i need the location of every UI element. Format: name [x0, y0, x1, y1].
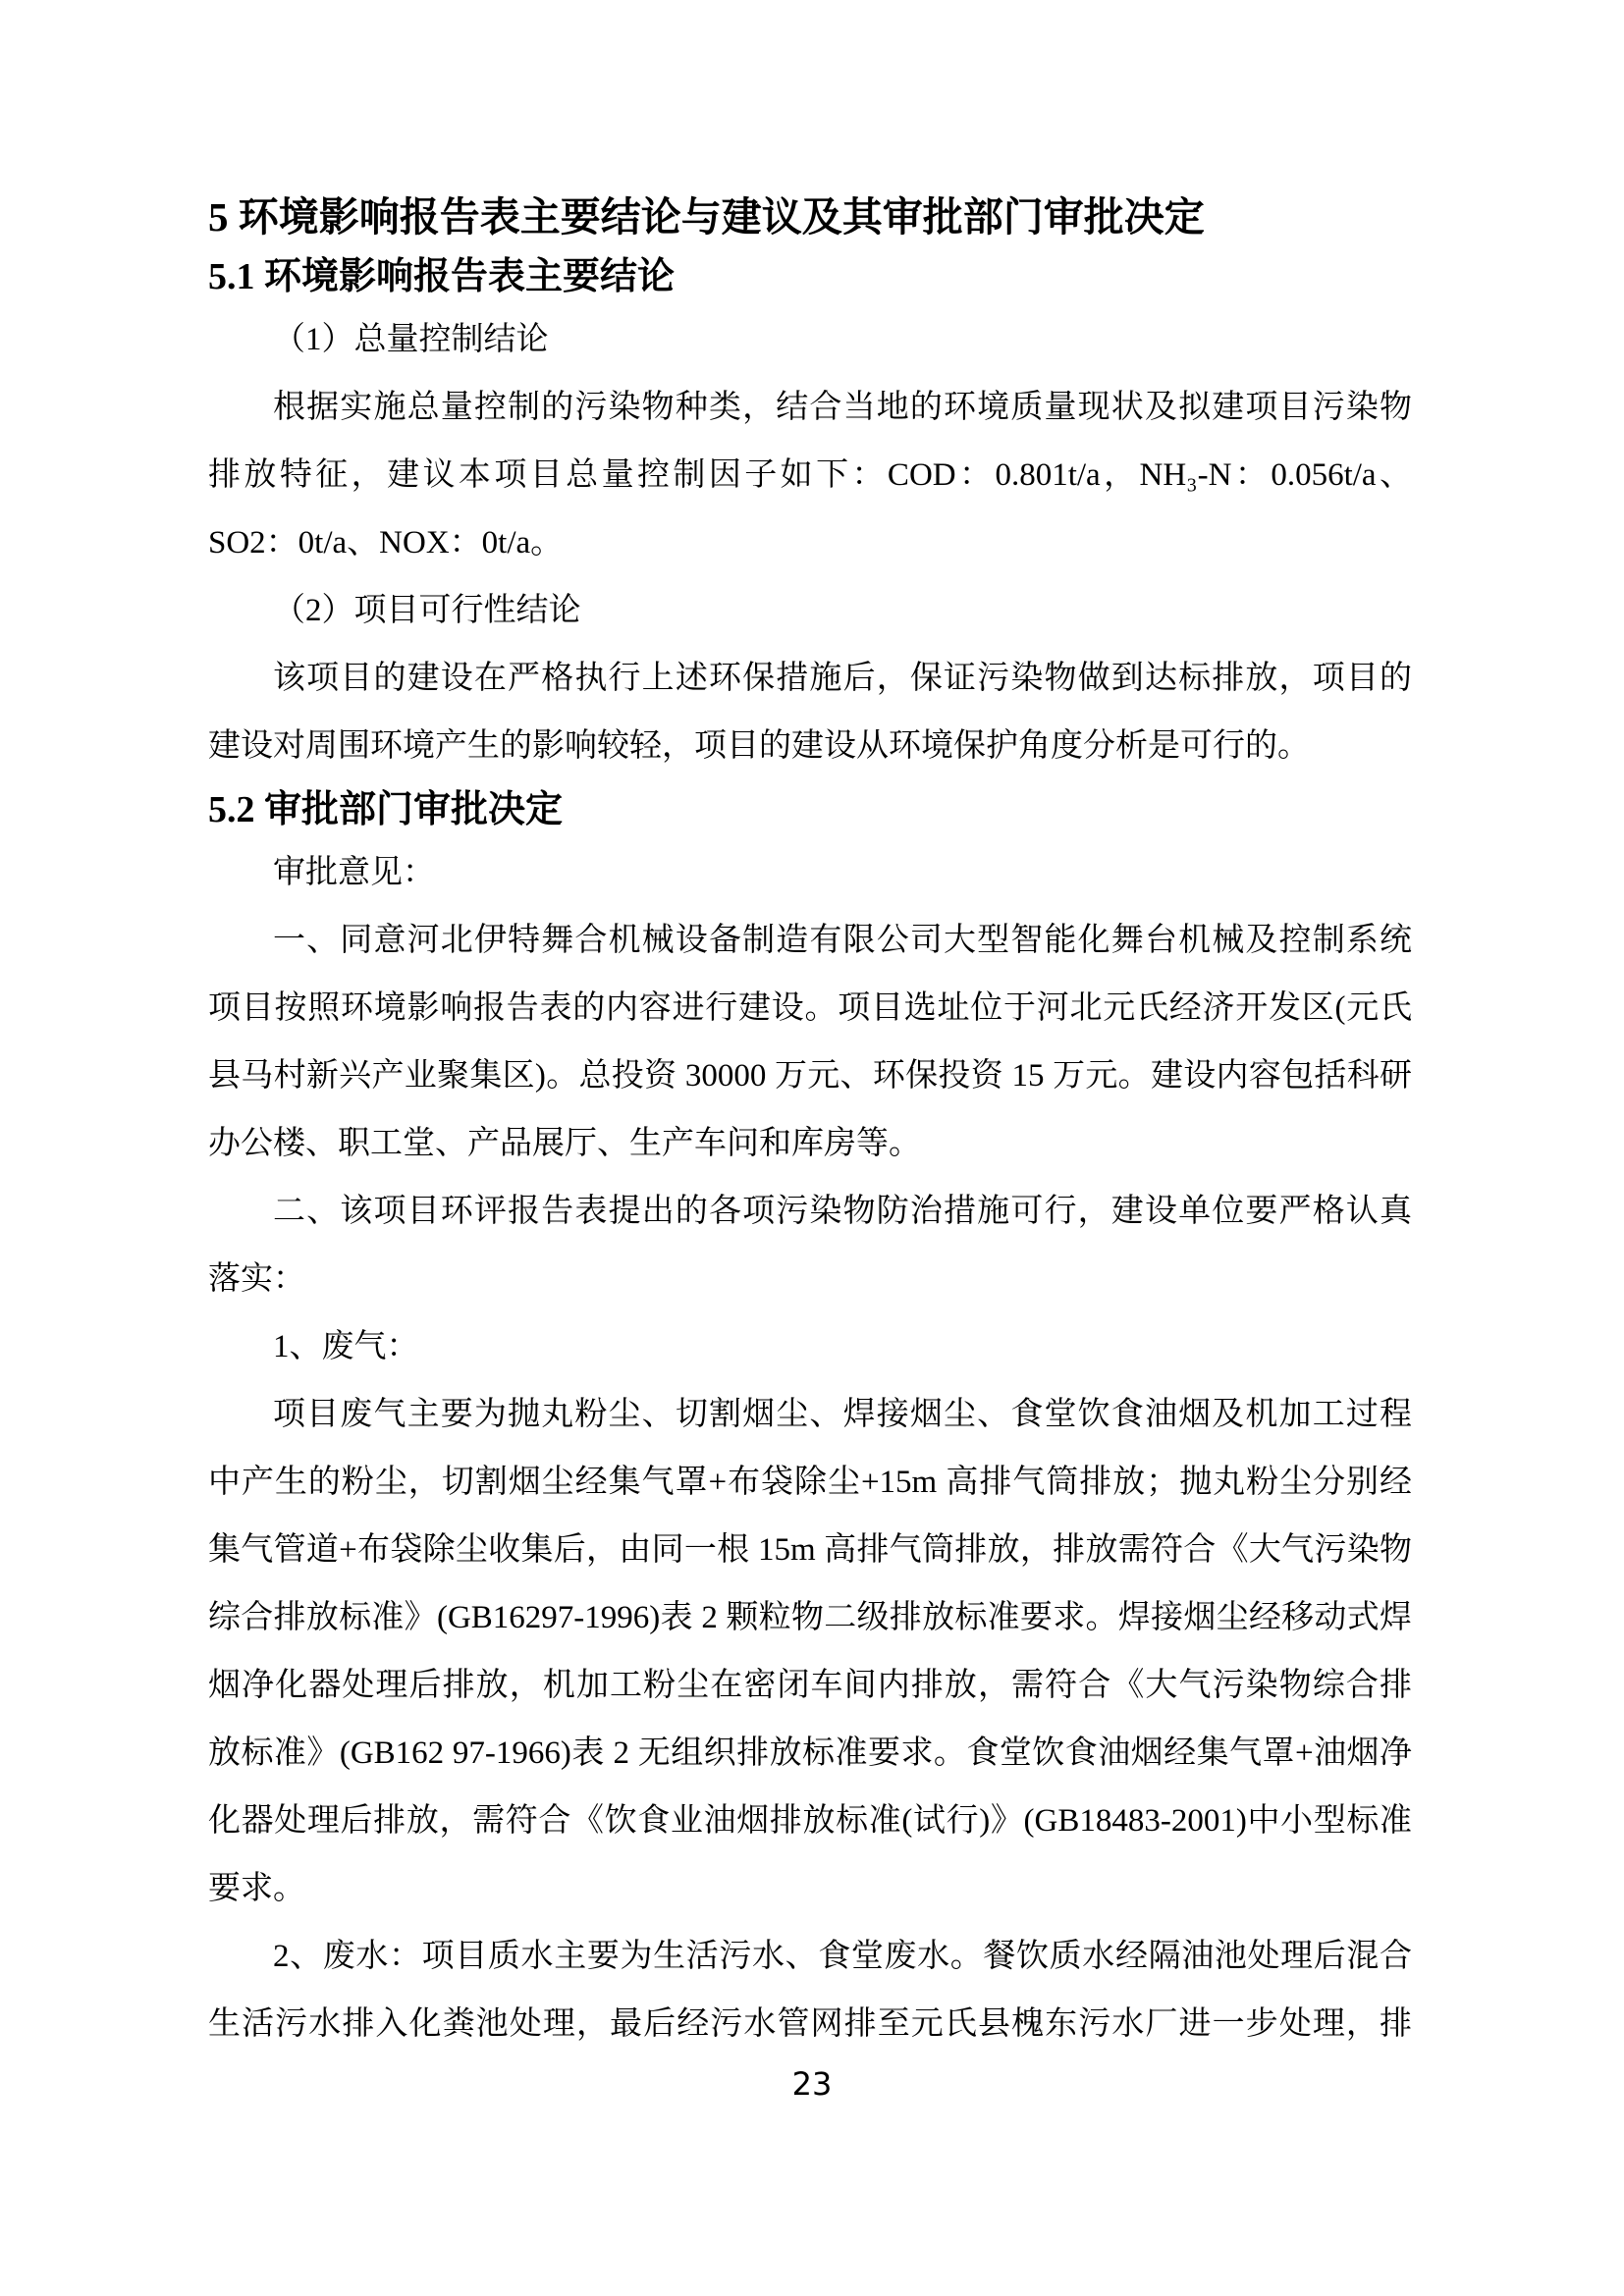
subsection-heading: 5.2 审批部门审批决定: [208, 789, 564, 830]
text-line: 根据实施总量控制的污染物种类，结合当地的环境质量现状及拟建项目污染物: [273, 390, 1412, 425]
text-line: （2）项目可行性结论: [273, 593, 581, 628]
text-line: 1、废气：: [273, 1329, 419, 1364]
section-heading: 5 环境影响报告表主要结论与建议及其审批部门审批决定: [208, 194, 1205, 240]
text-line: 2、废水：项目质水主要为生活污水、食堂废水。餐饮质水经隔油池处理后混合: [273, 1939, 1412, 1974]
text-line: 办公楼、职工堂、产品展厅、生产车问和库房等。: [208, 1126, 921, 1161]
text-line: SO2：0t/a、NOX：0t/a。: [208, 525, 564, 561]
text-line: 集气管道+布袋除尘收集后，由同一根 15m 高排气筒排放，排放需符合《大气污染物: [208, 1532, 1412, 1568]
subsection-heading: 5.1 环境影响报告表主要结论: [208, 256, 676, 297]
text-line: 县马村新兴产业聚集区)。总投资 30000 万元、环保投资 15 万元。建设内容包括科研: [208, 1058, 1412, 1094]
text-line: （1）总量控制结论: [273, 322, 549, 357]
page-number: 23: [791, 2065, 833, 2103]
text-line: 化器处理后排放，需符合《饮食业油烟排放标准(试行)》(GB18483-2001)中小型标准: [208, 1803, 1412, 1839]
text-line: 项目按照环境影响报告表的内容进行建设。项目选址位于河北元氏经济开发区(元氏: [208, 990, 1412, 1026]
text-line: 该项目的建设在严格执行上述环保措施后，保证污染物做到达标排放，项目的: [273, 661, 1412, 696]
text-line: 生活污水排入化粪池处理，最后经污水管网排至元氏县槐东污水厂进一步处理，排: [208, 2006, 1412, 2042]
text-line: 审批意见：: [273, 855, 435, 890]
document-body: [208, 187, 1412, 2058]
text-line: 要求。: [208, 1871, 305, 1906]
text-line: 排放特征，建议本项目总量控制因子如下：COD：0.801t/a，NH₃-N：0.056t/a、: [208, 457, 1412, 493]
text-line: 一、同意河北伊特舞合机械设备制造有限公司大型智能化舞台机械及控制系统: [273, 923, 1412, 958]
text-line: 落实：: [208, 1261, 305, 1297]
text-line: 放标准》(GB162 97-1966)表 2 无组织排放标准要求。食堂饮食油烟经集气罩+油烟净: [208, 1735, 1412, 1771]
text-line: 二、该项目环评报告表提出的各项污染物防治措施可行，建设单位要严格认真: [273, 1194, 1412, 1229]
text-line: 中产生的粉尘，切割烟尘经集气罩+布袋除尘+15m 高排气筒排放；抛丸粉尘分别经: [208, 1465, 1412, 1500]
text-line: 综合排放标准》(GB16297-1996)表 2 颗粒物二级排放标准要求。焊接烟尘经移动式焊: [208, 1600, 1412, 1635]
text-line: 项目废气主要为抛丸粉尘、切割烟尘、焊接烟尘、食堂饮食油烟及机加工过程: [273, 1397, 1412, 1432]
text-line: 建设对周围环境产生的影响较轻，项目的建设从环境保护角度分析是可行的。: [208, 728, 1310, 764]
text-line: 烟净化器处理后排放，机加工粉尘在密闭车间内排放，需符合《大气污染物综合排: [208, 1668, 1412, 1703]
